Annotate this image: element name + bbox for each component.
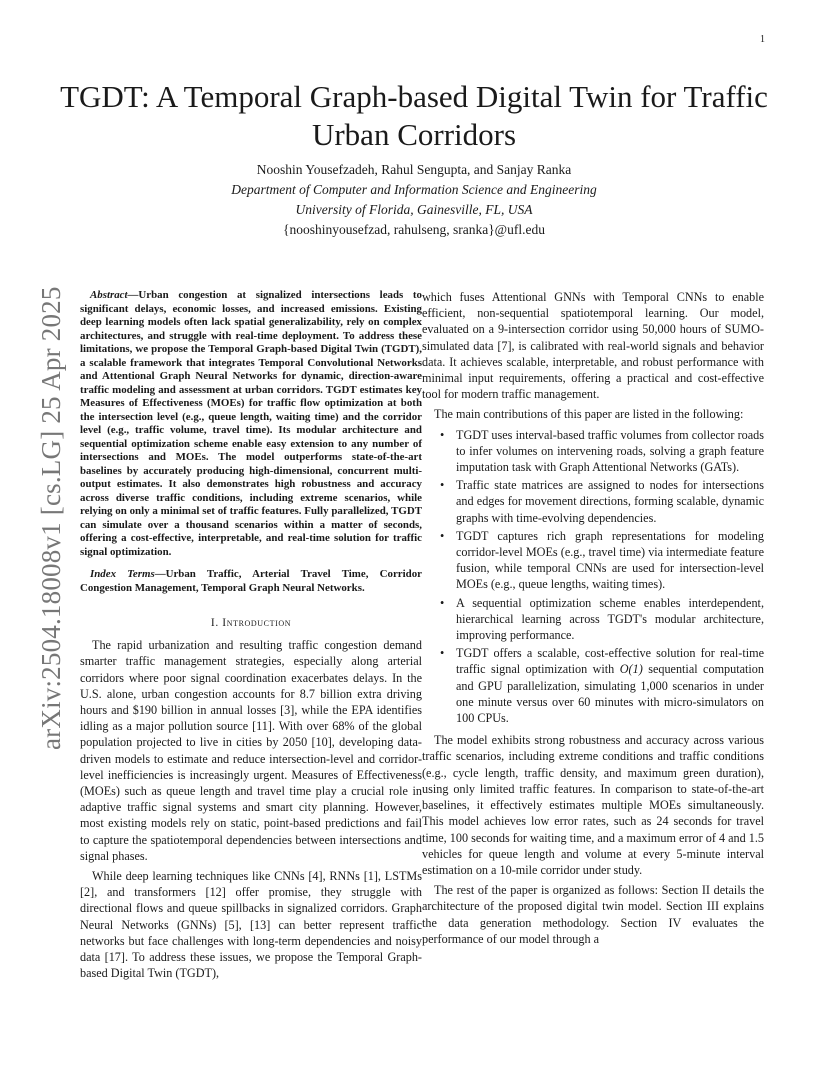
list-item: [440, 645, 764, 726]
list-item: • Traffic state matrices are assigned to nodes for intersections and edges for movement directions, forming scalable, dynamic graphs with time-evolving dependencies.: [440, 477, 764, 526]
paper-title: TGDT: A Temporal Graph-based Digital Twin for Traffic Urban Corridors: [60, 79, 768, 152]
list-item-text-after: sequential computation and GPU parallelization, simulating 1,000 scenarios in under one minute versus over 60 minutes with micro-simulators on 100 CPUs.: [456, 662, 764, 726]
organization-paragraph: The rest of the paper is organized as follows: Section II details the architecture of the proposed digital twin model. Section III explains the data generation methodology. Section IV evaluates the performance of our model through a: [422, 883, 764, 946]
list-item-text-before: TGDT offers a scalable, cost-effective solution for real-time traffic signal optimization with: [456, 646, 764, 677]
contributions-intro: The main contributions of this paper are listed in the following:: [434, 407, 744, 422]
abstract-label: Abstract: [90, 289, 128, 301]
index-terms-label: Index Terms: [90, 568, 155, 580]
department: Department of Computer and Information Science and Engineering: [231, 182, 597, 197]
contributions-list: [422, 427, 764, 727]
index-terms: [80, 568, 422, 595]
list-item: • TGDT uses interval-based traffic volumes from collector roads to infer volumes on intervening roads, solving a graph feature imputation task with Graph Attentional Networks (GATs).: [440, 427, 764, 476]
abstract-text: —Urban congestion at signalized intersections leads to significant delays, economic losses, and increased emissions. Existing deep learning models often lack spatial generalizability, rely on complex architectures, and struggle with real-time deployment. To address these limitations, we propose the Temporal Graph-based Digital Twin (TGDT), a scalable framework that integrates Temporal Convolutional Networks and Attentional Graph Neural Networks for dynamic, direction-aware traffic modeling and assessment at urban corridors. TGDT estimates key Measures of Effectiveness (MOEs) for traffic flow optimization at both the intersection level (e.g., queue length, waiting time) and the corridor level (e.g., traffic volume, travel time). Its modular architecture and sequential optimization scheme enable easy extension to any number of intersections and MOEs. The model outperforms state-of-the-art baselines by accurately producing high-dimensional, concurrent multi-output estimates. It also demonstrates high robustness and accuracy across diverse traffic conditions, including extreme scenarios, while relying on only a minimal set of traffic features. Fully parallelized, TGDT can simulate over a thousand scenarios within a matter of seconds, offering a cost-effective, interpretable, and real-time solution for traffic signal optimization.: [80, 289, 422, 558]
left-column: [80, 289, 422, 985]
right-column: [422, 289, 764, 951]
page-number: 1: [760, 34, 765, 45]
list-item: • TGDT captures rich graph representations for modeling corridor-level MOEs (e.g., travel time) via intermediate feature fusion, while temporal CNNs are used for intersection-level MOEs (e.g., queue lengths, waiting times).: [440, 528, 764, 593]
complexity-math: O(1): [619, 662, 643, 677]
list-item: • A sequential optimization scheme enables interdependent, hierarchical learning across TGDT's modular architecture, improving performance.: [440, 595, 764, 644]
intro-paragraph-2: While deep learning techniques like CNNs [4], RNNs [1], LSTMs [2], and transformers [12] offer promise, they struggle with directional flows and queue spillbacks in signalized corridors. Graph Neural Networks (GNNs) [5], [13] can better represent traffic networks but face challenges with long-term dependencies and noisy data [17]. To address these issues, we propose the Temporal Graph-based Digital Twin (TGDT),: [80, 869, 422, 981]
university: University of Florida, Gainesville, FL, USA: [295, 202, 533, 217]
arxiv-identifier: arXiv:2504.18008v1 [cs.LG] 25 Apr 2025: [36, 286, 66, 750]
author-block: [60, 160, 768, 240]
intro-paragraph-1: The rapid urbanization and resulting traffic congestion demand smarter traffic management strategies, especially along arterial corridors where poor signal coordination exacerbates delays. In the U.S. alone, urban congestion accounts for 8.7 billion extra driving hours and $190 billion in annual losses [3], while the EPA identifies idling as a major pollution source [11]. With over 68% of the global population projected to live in cities by 2050 [10], developing data-driven models to estimate and reduce intersection-level and corridor-level inefficiencies is increasingly urgent. Measures of Effectiveness (MOEs) such as queue length and travel time play a crucial role in adaptive traffic signal systems and smart city planning. However, most existing models rely on static, point-based predictions and fail to capture the spatiotemporal dependencies between intersections and signal phases.: [80, 638, 422, 863]
emails: {nooshinyousefzad, rahulseng, sranka}@ufl.edu: [283, 222, 545, 237]
section-heading-introduction: I. Introduction: [210, 617, 292, 629]
abstract: [80, 289, 422, 559]
intro-paragraph-continued: which fuses Attentional GNNs with Temporal CNNs to enable efficient, non-sequential spatiotemporal learning. Our model, evaluated on a 9-intersection corridor using 50,000 hours of SUMO-simulated data [7], is calibrated with real-world signals and behavior data. It achieves scalable, interpretable, and robust performance with minimal input requirements, offering a practical and cost-effective tool for modern traffic management.: [422, 290, 764, 402]
author-names: Nooshin Yousefzadeh, Rahul Sengupta, and Sanjay Ranka: [256, 162, 572, 177]
index-terms-text: —Urban Traffic, Arterial Travel Time, Corridor Congestion Management, Temporal Graph Neural Networks.: [80, 568, 422, 594]
results-paragraph: The model exhibits strong robustness and accuracy across various traffic scenarios, including extreme conditions and traffic conditions (e.g., cycle length, traffic density, and maximum green duration), using only limited traffic features. In comparison to state-of-the-art baselines, it effectively estimates multiple MOEs simultaneously. This model achieves low error rates, such as 24 seconds for travel time, 100 seconds for waiting time, and a maximum error of 4 and 1.5 vehicles for queue length and volume at every 5-minute interval estimation on a 10-mile corridor under study.: [422, 733, 764, 877]
